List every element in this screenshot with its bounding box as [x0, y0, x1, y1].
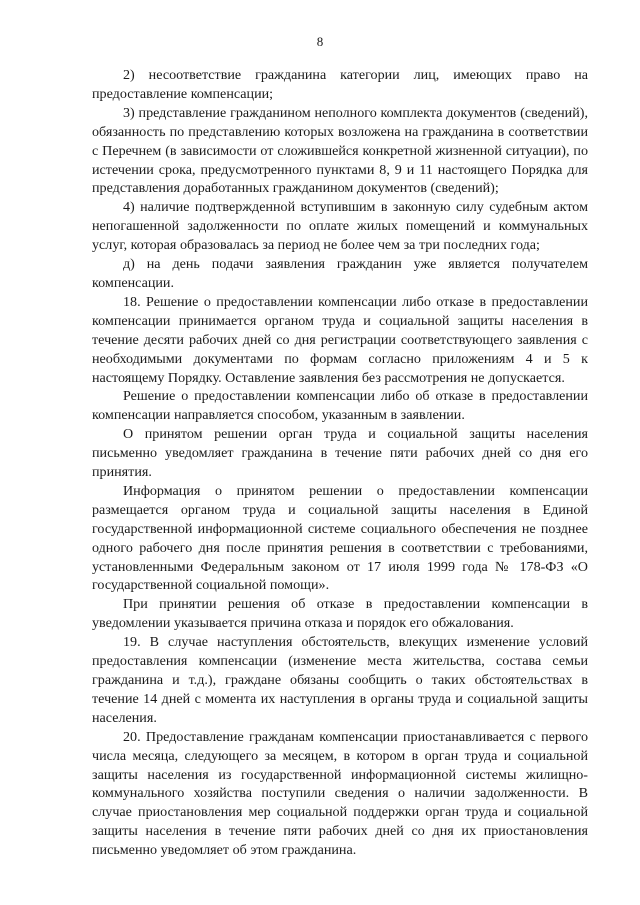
- paragraph-notification: О принятом решении орган труда и социальной защиты населения письменно уведомляет гражданина в течение пяти рабочих дней со дня его принятия.: [92, 426, 588, 481]
- paragraph-clause-18: 18. Решение о предоставлении компенсации либо отказе в предоставлении компенсации принимается органом труда и социальной защиты населения в течение десяти рабочих дней со дня регистрации соответствующего заявления с необходимыми документами по формам согласно приложениям 4 и 5 к настоящему Порядку. Оставление заявления без рассмотрения не допускается.: [92, 293, 588, 386]
- paragraph-item-2: 2) несоответствие гражданина категории лиц, имеющих право на предоставление компенсации;: [92, 67, 588, 102]
- paragraph-clause-20: 20. Предоставление гражданам компенсации приостанавливается с первого числа месяца, следующего за месяцем, в котором в орган труда и социальной защиты населения из государственной информационной системы жилищно-коммунального хозяйства поступили сведения о наличии задолженности. В случае приостановления мер социальной поддержки орган труда и социальной защиты населения в течение пяти рабочих дней со дня их приостановления письменно уведомляет об этом гражданина.: [92, 728, 588, 859]
- document-body: [92, 66, 588, 860]
- paragraph-item-3: 3) представление гражданином неполного комплекта документов (сведений), обязанность по представлению которых возложена на гражданина в соответствии с Перечнем (в зависимости от сложившейся конкретной жизненной ситуации), по истечении срока, предусмотренного пунктами 8, 9 и 11 настоящего Порядка для представления доработанных гражданином документов (сведений);: [92, 104, 588, 197]
- paragraph-item-d: д) на день подачи заявления гражданин уже является получателем компенсации.: [92, 256, 588, 291]
- paragraph-clause-19: 19. В случае наступления обстоятельств, влекущих изменение условий предоставления компенсации (изменение места жительства, состава семьи гражданина и т.д.), граждане обязаны сообщить о таких обстоятельствах в течение 14 дней с момента их наступления в органы труда и социальной защиты населения.: [92, 634, 588, 726]
- paragraph-refusal-reason: При принятии решения об отказе в предоставлении компенсации в уведомлении указывается причина отказа и порядок его обжалования.: [92, 596, 588, 632]
- page-number: 8: [316, 34, 324, 49]
- paragraph-item-4: 4) наличие подтвержденной вступившим в законную силу судебным актом непогашенной задолженности по оплате жилых помещений и коммунальных услуг, которая образовалась за период не более чем за три последних года;: [92, 199, 588, 254]
- paragraph-decision-delivery: Решение о предоставлении компенсации либо об отказе в предоставлении компенсации направляется способом, указанным в заявлении.: [92, 388, 588, 424]
- paragraph-information-posting: Информация о принятом решении о предоставлении компенсации размещается органом труда и социальной защиты населения в Единой государственной информационной системе социального обеспечения не позднее одного рабочего дня после принятия решения в соответствии с требованиями, установленными Федеральным законом от 17 июля 1999 года № 178-ФЗ «О государственной социальной помощи».: [92, 482, 588, 594]
